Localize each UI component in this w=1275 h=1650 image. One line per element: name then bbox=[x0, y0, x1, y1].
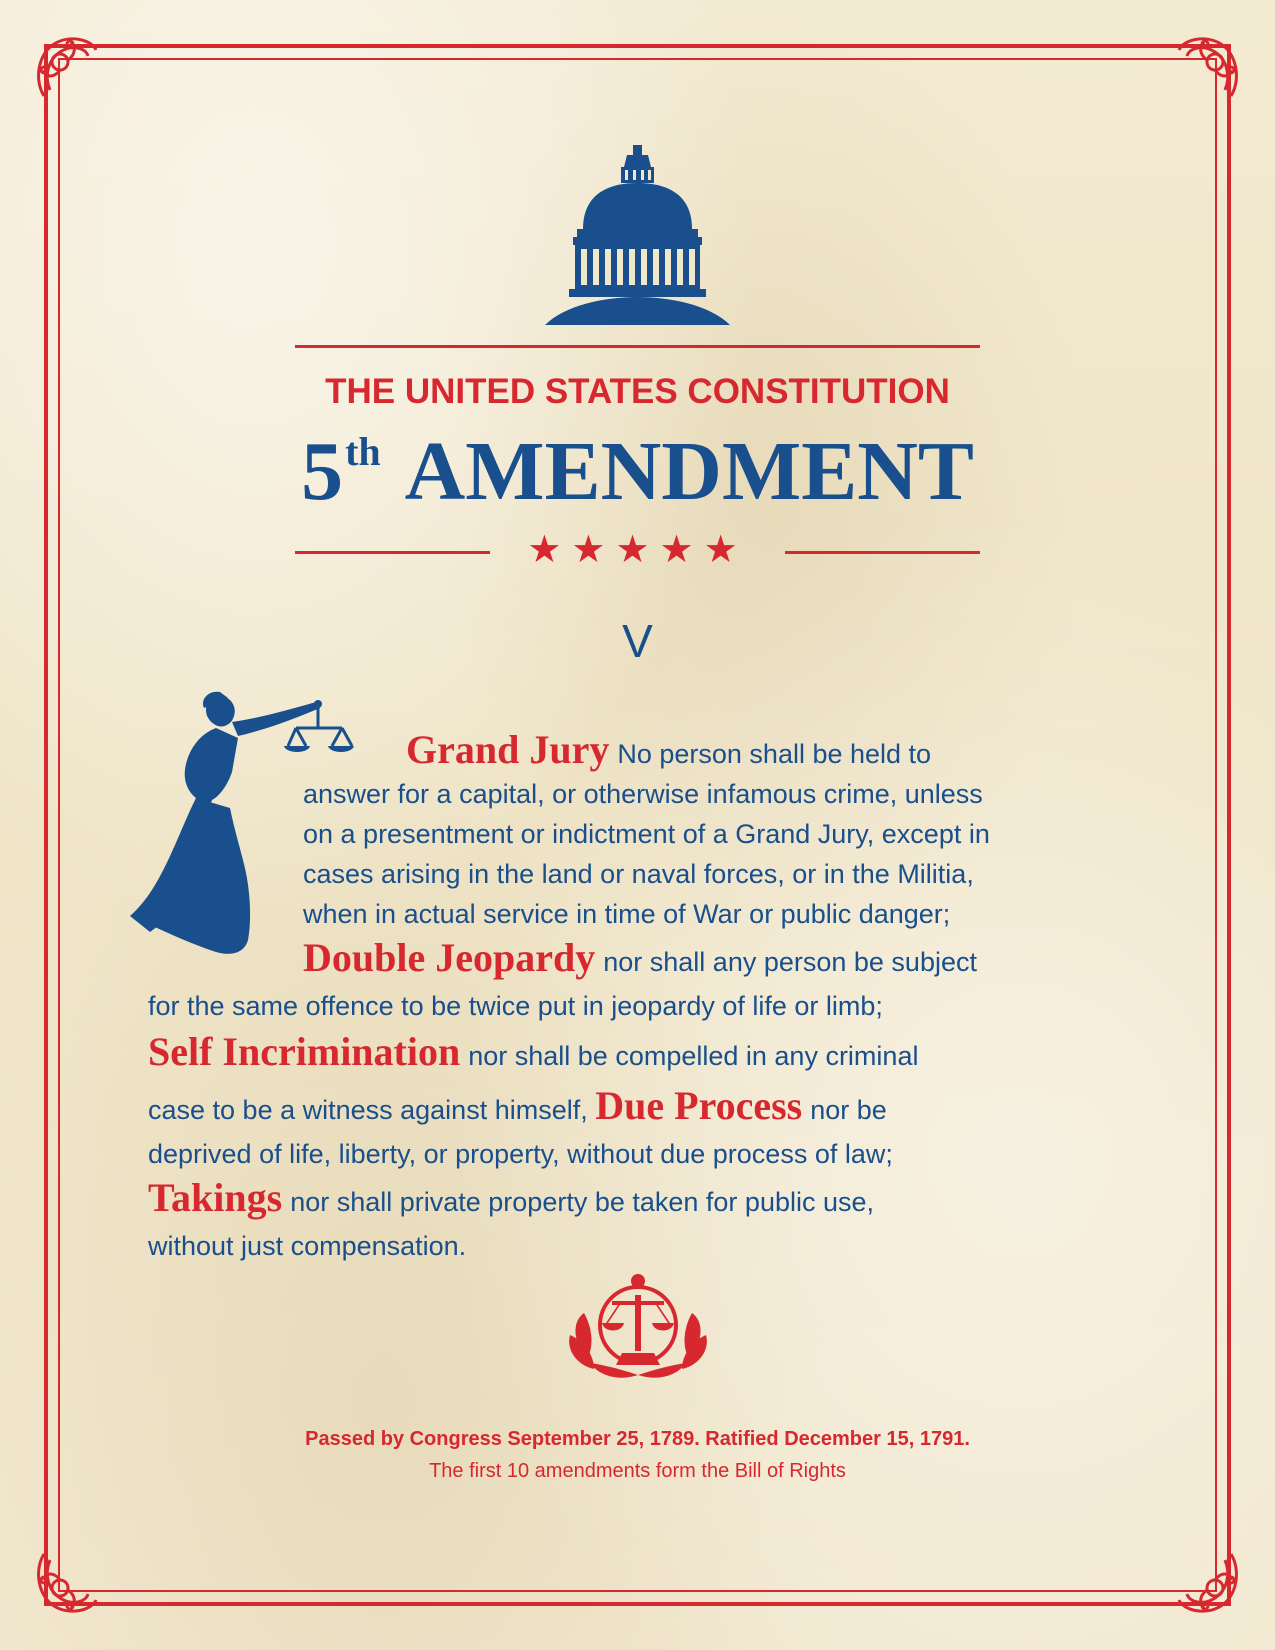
text-line: on a presentment or indictment of a Grand Jury, except in bbox=[303, 819, 990, 849]
bill-of-rights-note: The first 10 amendments form the Bill of Rights bbox=[429, 1460, 846, 1482]
text-segment: nor shall private property be taken for public use, bbox=[290, 1187, 875, 1217]
scales-laurel-emblem-icon bbox=[564, 1273, 712, 1383]
text-segment: nor be bbox=[810, 1095, 887, 1125]
title-word: AMENDMENT bbox=[404, 425, 974, 518]
document-kicker: THE UNITED STATES CONSTITUTION bbox=[325, 372, 950, 411]
text-line bbox=[148, 934, 1148, 986]
text-line: answer for a capital, or otherwise infamous crime, unless bbox=[303, 779, 983, 809]
header-rule-top bbox=[295, 345, 980, 348]
text-line: cases arising in the land or naval forces, or in the Militia, bbox=[303, 859, 974, 889]
heading-due-process: Due Process bbox=[595, 1083, 803, 1128]
ornamental-corner-icon bbox=[1165, 30, 1245, 110]
text-segment: nor shall any person be subject bbox=[603, 947, 977, 977]
text-line: without just compensation. bbox=[148, 1231, 467, 1261]
text-line bbox=[148, 1082, 1148, 1134]
text-line bbox=[148, 1026, 1148, 1082]
heading-double-jeopardy: Double Jeopardy bbox=[303, 935, 596, 980]
ornamental-corner-icon bbox=[1165, 1540, 1245, 1620]
title-suffix: th bbox=[345, 429, 381, 474]
title-number: 5 bbox=[301, 425, 344, 518]
ornamental-corner-icon bbox=[30, 1540, 110, 1620]
star-row-icon: ★★★★★ bbox=[527, 527, 748, 571]
header-rule-right bbox=[785, 551, 980, 554]
heading-self-incrimination: Self Incrimination bbox=[148, 1029, 461, 1074]
heading-takings: Takings bbox=[148, 1175, 283, 1220]
roman-numeral: V bbox=[622, 615, 653, 667]
text-segment: case to be a witness against himself, bbox=[148, 1095, 588, 1125]
text-line: when in actual service in time of War or public danger; bbox=[303, 899, 951, 929]
header-rule-left bbox=[295, 551, 490, 554]
text-line: deprived of life, liberty, or property, without due process of law; bbox=[148, 1139, 893, 1169]
ornamental-corner-icon bbox=[30, 30, 110, 110]
text-segment: nor shall be compelled in any criminal bbox=[468, 1041, 919, 1071]
text-line bbox=[148, 727, 1148, 774]
amendment-text bbox=[148, 727, 1148, 1266]
text-line: for the same offence to be twice put in jeopardy of life or limb; bbox=[148, 991, 883, 1021]
heading-grand-jury: Grand Jury bbox=[406, 727, 610, 772]
page-title bbox=[0, 425, 1275, 518]
text-line bbox=[148, 1174, 1148, 1226]
capitol-dome-icon bbox=[545, 145, 730, 325]
text-segment: No person shall be held to bbox=[617, 739, 932, 769]
ratification-line: Passed by Congress September 25, 1789. Ratified December 15, 1791. bbox=[305, 1428, 970, 1450]
